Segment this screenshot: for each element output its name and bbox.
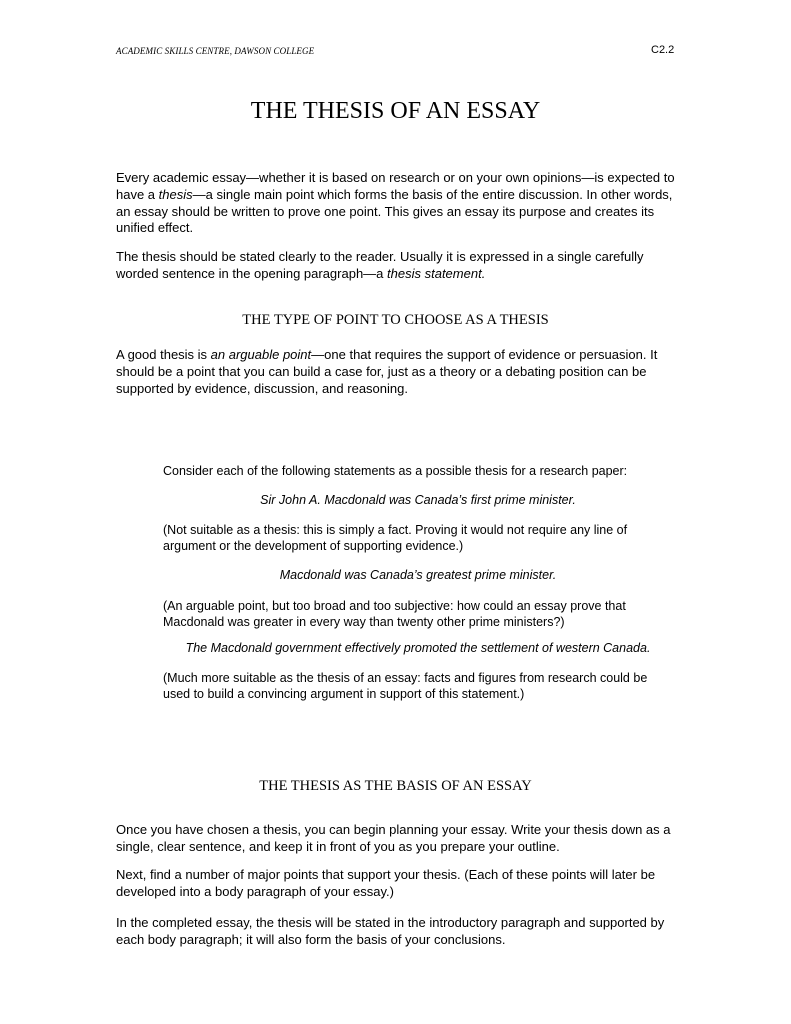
section2-paragraph-1: Once you have chosen a thesis, you can begin planning your essay. Write your thesis down as a single, clear sentence, and keep it in front of you as you prepare your outline.	[116, 822, 671, 854]
example-note-1: (Not suitable as a thesis: this is simply a fact. Proving it would not require any line of argument or the development of supporting evidence.)	[163, 523, 628, 553]
examples-intro: Consider each of the following statements as a possible thesis for a research paper:	[163, 464, 628, 478]
emphasis-text: thesis statement.	[387, 265, 486, 281]
intro-paragraph-1	[116, 170, 676, 237]
text-run: —a single main point which forms the basis of the entire discussion. In other words, an essay should be written to prove one point. This gives an essay its purpose and creates its unified effect.	[116, 186, 673, 236]
section-heading-type-of-point: THE TYPE OF POINT TO CHOOSE AS A THESIS	[242, 312, 549, 328]
section1-paragraph	[116, 347, 676, 397]
section-heading-basis-of-essay: THE THESIS AS THE BASIS OF AN ESSAY	[259, 778, 532, 794]
page-number: C2.2	[651, 44, 675, 56]
text-run: A good thesis is	[116, 347, 211, 362]
page-title: THE THESIS OF AN ESSAY	[250, 98, 541, 124]
emphasis-text: an arguable point	[210, 347, 312, 362]
example-statement-3: The Macdonald government effectively promoted the settlement of western Canada.	[185, 641, 651, 655]
section2-paragraph-2: Next, find a number of major points that support your thesis. (Each of these points will later be developed into a body paragraph of your essay.)	[116, 867, 656, 899]
example-statement-2: Macdonald was Canada’s greatest prime minister.	[279, 568, 557, 582]
emphasis-text: thesis	[158, 186, 193, 202]
example-statement-1: Sir John A. Macdonald was Canada’s first prime minister.	[260, 493, 576, 507]
running-header: ACADEMIC SKILLS CENTRE, DAWSON COLLEGE	[116, 46, 315, 56]
intro-paragraph-2	[116, 249, 676, 283]
text-run: Every academic essay—whether it is based on research or on your own opinions—is expected to have a	[116, 170, 675, 202]
example-note-3: (Much more suitable as the thesis of an essay: facts and figures from research could be used to build a convincing argument in support of this statement.)	[163, 671, 648, 701]
text-run: —one that requires the support of evidence or persuasion. It should be a point that you can build a case for, just as a theory or a debating position can be supported by evidence, discussion, and reasoning.	[116, 347, 658, 396]
example-note-2: (An arguable point, but too broad and too subjective: how could an essay prove that Macdonald was greater in every way than twenty other prime ministers?)	[163, 599, 626, 629]
text-run: The thesis should be stated clearly to the reader. Usually it is expressed in a single carefully worded sentence in the opening paragraph—a	[116, 249, 644, 281]
section2-paragraph-3: In the completed essay, the thesis will be stated in the introductory paragraph and supported by each body paragraph; it will also form the basis of your conclusions.	[116, 915, 665, 947]
